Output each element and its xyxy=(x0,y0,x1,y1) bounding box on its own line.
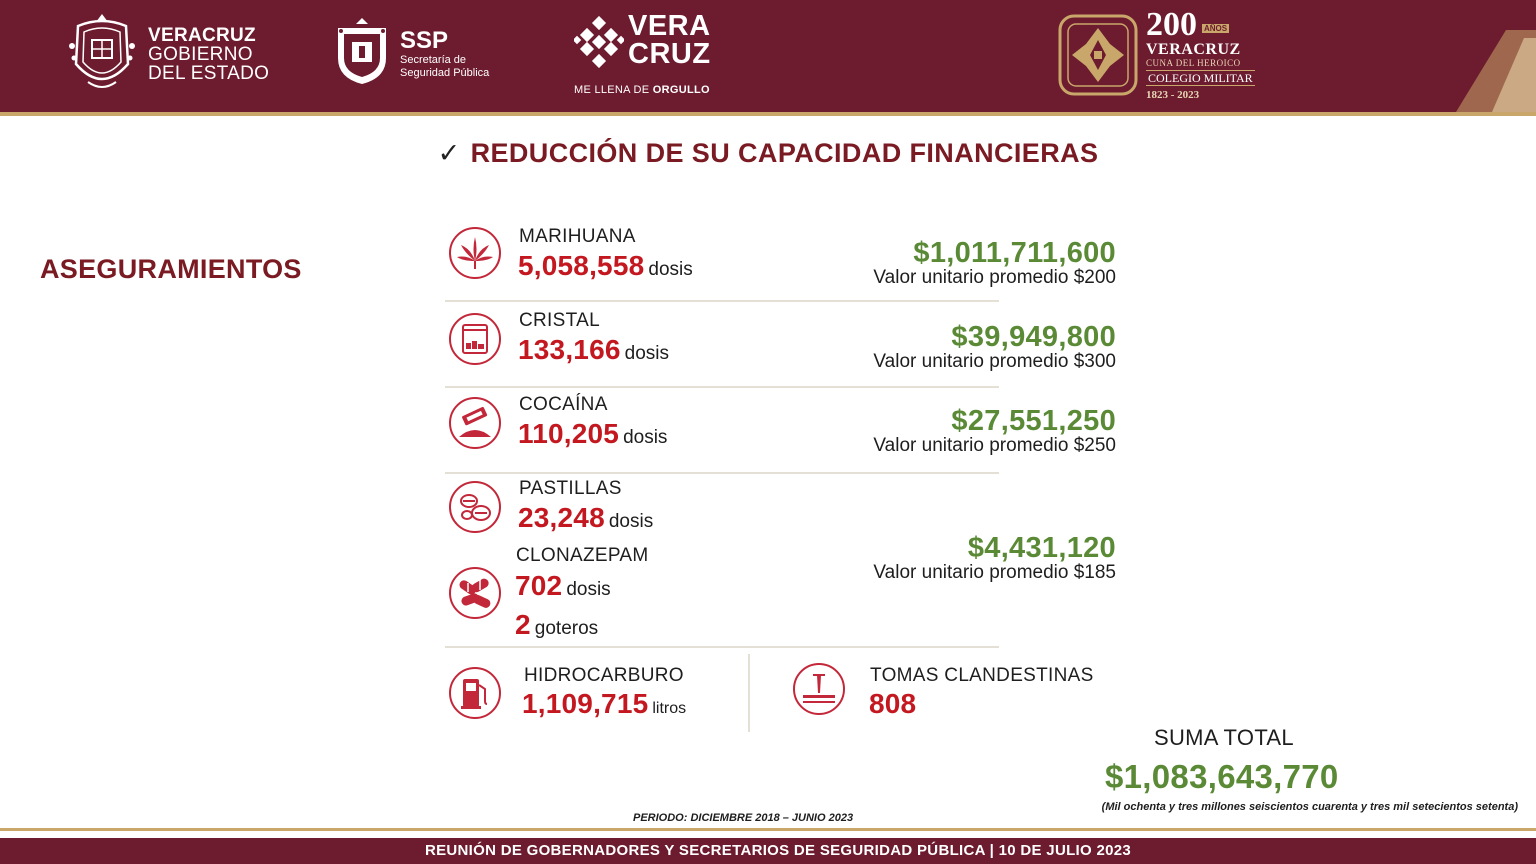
item-qty-value: 702 xyxy=(515,570,563,601)
vera-line2: CRUZ xyxy=(628,38,711,70)
slide-title-text: REDUCCIÓN DE SU CAPACIDAD FINANCIERAS xyxy=(470,138,1099,168)
anniv-colegio: COLEGIO MILITAR xyxy=(1148,71,1253,85)
slide-title xyxy=(0,138,1536,169)
gob-line1: VERACRUZ xyxy=(148,25,256,46)
column-divider xyxy=(748,654,750,732)
total-in-words: (Mil ochenta y tres millones seiscientos cuarenta y tres mil setecientos setenta) xyxy=(1101,801,1518,813)
row-divider xyxy=(445,646,999,648)
vera-tag-light: ME LLENA DE xyxy=(574,84,653,96)
item-qty-value: 5,058,558 xyxy=(518,250,645,281)
vera-line1: VERA xyxy=(628,10,711,42)
value-block-cocaina xyxy=(873,406,1116,456)
value-unit-price: Valor unitario promedio $300 xyxy=(873,351,1116,372)
gobierno-logo-text xyxy=(148,26,269,83)
ssp-title: SSP xyxy=(400,27,449,54)
total-label: SUMA TOTAL xyxy=(1154,725,1294,750)
item-qty-marihuana xyxy=(518,250,693,282)
item-qty-unit: dosis xyxy=(608,511,654,532)
item-qty-hidrocarburo xyxy=(522,688,686,720)
total-value: $1,083,643,770 xyxy=(1105,758,1339,795)
section-label: ASEGURAMIENTOS xyxy=(40,254,302,284)
item-label-cristal: CRISTAL xyxy=(519,310,600,331)
cannabis-leaf-icon xyxy=(449,227,501,279)
item-qty-cristal xyxy=(518,334,669,366)
value-unit-price: Valor unitario promedio $185 xyxy=(873,562,1116,583)
header-gold-line xyxy=(0,112,1536,116)
value-block-cristal xyxy=(873,322,1116,372)
period-note: PERIODO: DICIEMBRE 2018 – JUNIO 2023 xyxy=(633,812,854,824)
row-divider xyxy=(445,472,999,474)
item-qty-unit: goteros xyxy=(534,618,599,639)
item-label-clonazepam: CLONAZEPAM xyxy=(516,545,649,566)
value-amount: $27,551,250 xyxy=(951,405,1116,437)
item-qty-value: 2 xyxy=(515,609,531,640)
checkmark-icon: ✓ xyxy=(437,138,461,168)
footer-gold-line xyxy=(0,828,1536,831)
ssp-shield-icon xyxy=(332,16,392,86)
item-label-pastillas: PASTILLAS xyxy=(519,478,622,499)
gob-line2: GOBIERNO xyxy=(148,44,253,65)
anniv-anos: AÑOS xyxy=(1204,24,1228,33)
item-qty-clonazepam xyxy=(515,570,611,602)
item-qty-value: 133,166 xyxy=(518,334,621,365)
fuel-pump-icon xyxy=(449,667,501,719)
veracruz-brand-wordmark xyxy=(628,12,711,68)
item-qty-unit: dosis xyxy=(566,579,611,600)
colegio-militar-emblem-icon xyxy=(1058,14,1138,96)
footer-text: REUNIÓN DE GOBERNADORES Y SECRETARIOS DE SEGURIDAD PÚBLICA | 10 DE JULIO 2023 xyxy=(424,842,1132,859)
item-qty-value: 23,248 xyxy=(518,502,605,533)
item-label-hidrocarburo: HIDROCARBURO xyxy=(524,665,684,686)
ssp-line1: Secretaría de xyxy=(400,54,467,66)
value-unit-price: Valor unitario promedio $250 xyxy=(873,435,1116,456)
row-divider xyxy=(445,386,999,388)
anniv-years: 1823 - 2023 xyxy=(1146,89,1200,101)
capsules-icon xyxy=(449,567,501,619)
value-block-pastillas-clonazepam xyxy=(873,533,1116,583)
item-qty-pastillas xyxy=(518,502,653,534)
ssp-line2: Seguridad Pública xyxy=(400,67,490,79)
item-label-tomas-clandestinas: TOMAS CLANDESTINAS xyxy=(870,665,1094,686)
item-qty-unit: dosis xyxy=(648,259,693,280)
cocaine-razor-icon xyxy=(449,397,501,449)
pills-icon xyxy=(449,481,501,533)
veracruz-brand-pattern-icon xyxy=(574,16,624,68)
value-amount: $1,011,711,600 xyxy=(913,237,1116,269)
veracruz-brand-tagline xyxy=(574,84,710,96)
value-amount: $39,949,800 xyxy=(951,321,1116,353)
item-qty-unit: dosis xyxy=(623,427,668,448)
item-qty-unit: dosis xyxy=(624,343,669,364)
value-block-marihuana xyxy=(873,238,1116,288)
anniv-number: 200 xyxy=(1146,6,1197,43)
value-amount: $4,431,120 xyxy=(967,532,1116,564)
value-unit-price: Valor unitario promedio $200 xyxy=(873,267,1116,288)
item-qty-value: 1,109,715 xyxy=(522,688,649,719)
gold-corner-decoration xyxy=(1446,30,1536,112)
anniv-state: VERACRUZ xyxy=(1146,41,1241,58)
gob-line3: DEL ESTADO xyxy=(148,63,270,84)
crystal-bag-icon xyxy=(449,313,501,365)
item-qty-value: 110,205 xyxy=(518,418,620,449)
item-qty2-clonazepam xyxy=(515,609,598,641)
item-qty-tomas-clandestinas xyxy=(869,688,916,720)
ssp-logo-text xyxy=(400,28,489,80)
vera-tag-bold: ORGULLO xyxy=(652,84,710,96)
anniv-cuna: CUNA DEL HEROICO xyxy=(1146,58,1241,68)
item-qty-value: 808 xyxy=(869,688,917,719)
veracruz-coat-of-arms-icon xyxy=(68,12,136,96)
bicentenario-logo-text xyxy=(1146,8,1255,103)
item-label-marihuana: MARIHUANA xyxy=(519,226,636,247)
pipe-tap-icon xyxy=(793,663,845,715)
item-qty-cocaina xyxy=(518,418,667,450)
item-qty-unit: litros xyxy=(652,700,687,717)
row-divider xyxy=(445,300,999,302)
item-label-cocaina: COCAÍNA xyxy=(519,394,608,415)
